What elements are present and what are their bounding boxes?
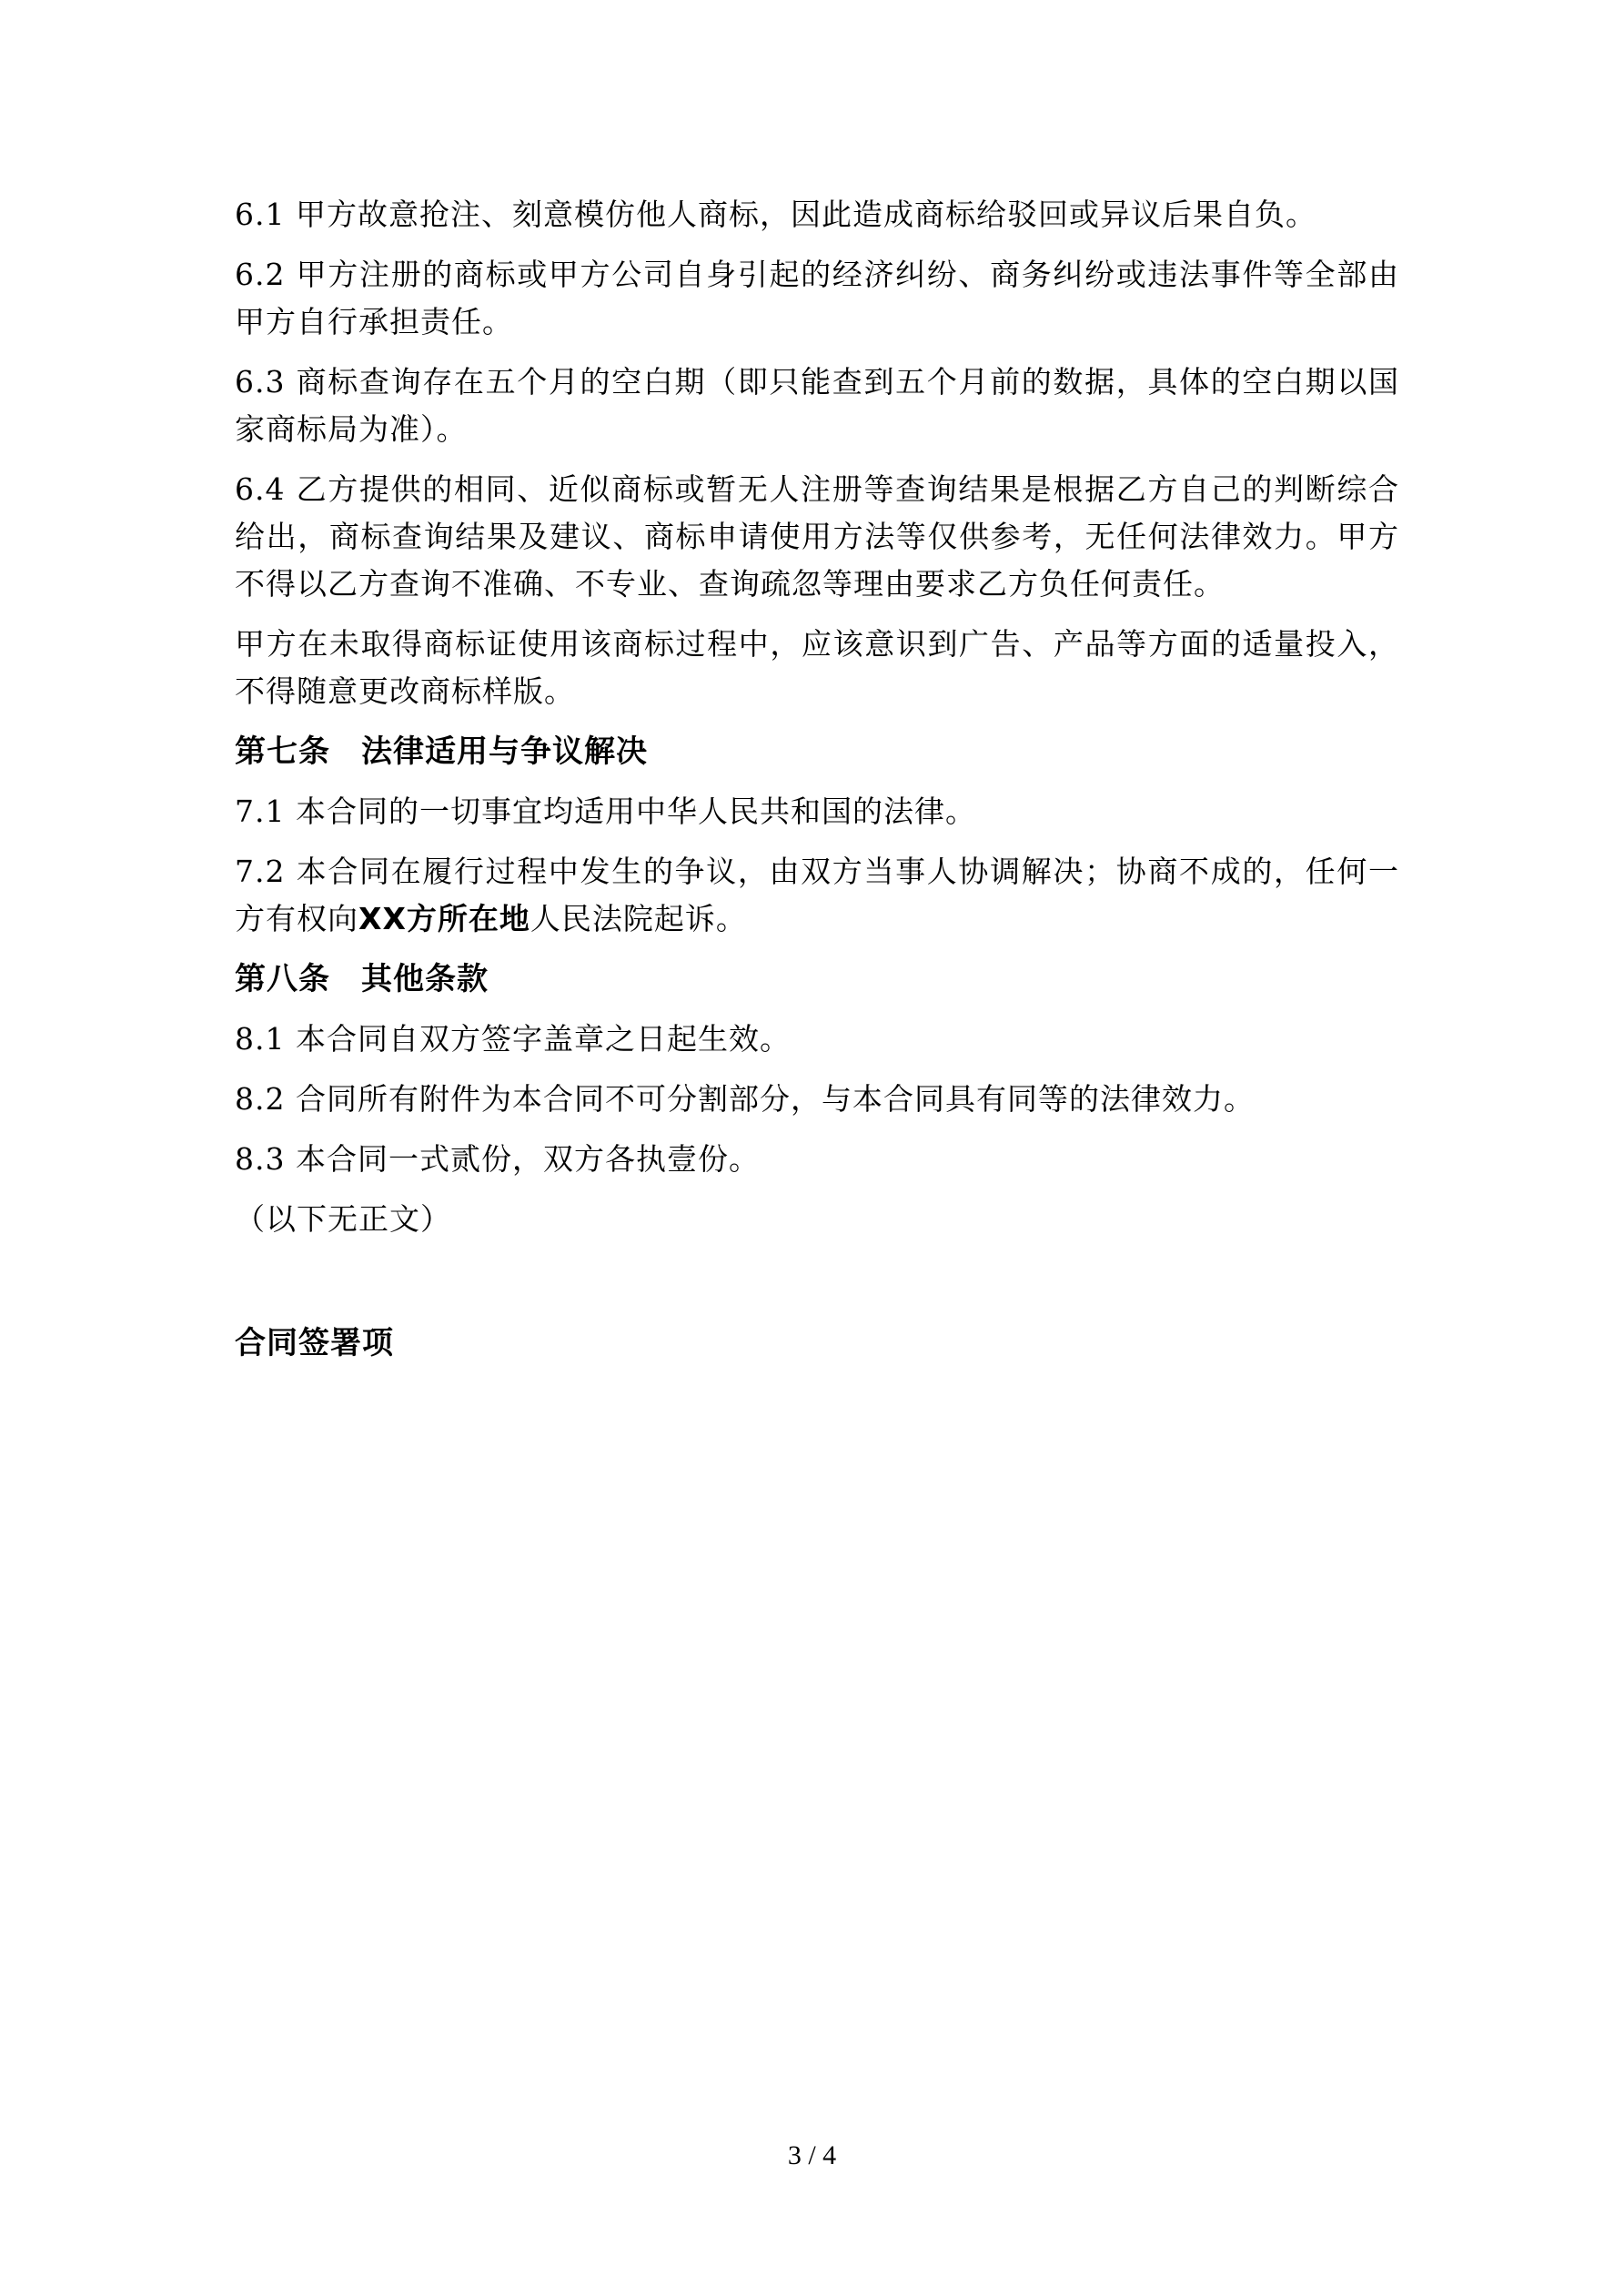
clause-6-3: 6.3 商标查询存在五个月的空白期（即只能查到五个月前的数据，具体的空白期以国家商标局为准）。 — [235, 364, 1399, 447]
signing-heading: 合同签署项 — [235, 1325, 394, 1361]
article-7-number: 第七条 — [235, 733, 330, 770]
clause-6-4: 6.4 乙方提供的相同、近似商标或暂无人注册等查询结果是根据乙方自己的判断综合给出，商标查询结果及建议、商标申请使用方法等仅供参考，无任何法律效力。甲方不得以乙方查询不准确、不专业、查询疏忽等理由要求乙方负任何责任。 — [235, 471, 1399, 602]
clause-8-2: 8.2 合同所有附件为本合同不可分割部分，与本合同具有同等的法律效力。 — [235, 1081, 1255, 1117]
clause-6-2: 6.2 甲方注册的商标或甲方公司自身引起的经济纠纷、商务纠纷或违法事件等全部由甲方自行承担责任。 — [235, 257, 1399, 339]
article-7-heading — [235, 728, 1399, 775]
clause-7-1: 7.1 本合同的一切事宜均适用中华人民共和国的法律。 — [235, 794, 976, 829]
clause-7-2-court-location: XX方所在地 — [358, 901, 530, 936]
clause-7-2 — [235, 848, 1399, 943]
document-body — [235, 191, 1399, 1380]
end-of-text-note: （以下无正文） — [235, 1201, 451, 1237]
clause-6-note: 甲方在未取得商标证使用该商标过程中，应该意识到广告、产品等方面的适量投入，不得随意更改商标样版。 — [235, 626, 1399, 709]
section-spacer — [235, 1256, 1399, 1320]
article-8-title: 其他条款 — [361, 961, 489, 997]
article-8-heading — [235, 956, 1399, 1003]
clause-8-3: 8.3 本合同一式贰份，双方各执壹份。 — [235, 1141, 760, 1177]
page-number: 3 / 4 — [787, 2140, 837, 2170]
clause-7-2-text-end: 人民法院起诉。 — [530, 901, 747, 936]
article-8-number: 第八条 — [235, 961, 330, 997]
article-7-title: 法律适用与争议解决 — [361, 733, 648, 770]
clause-8-1: 8.1 本合同自双方签字盖章之日起生效。 — [235, 1021, 791, 1057]
clause-7-2-text-start: 7.2 本合同在履行过程中发生的争议，由双方当事人协调解决；协商不成的，任何一方有权向 — [235, 854, 1399, 936]
clause-6-1: 6.1 甲方故意抢注、刻意模仿他人商标，因此造成商标给驳回或异议后果自负。 — [235, 197, 1316, 232]
